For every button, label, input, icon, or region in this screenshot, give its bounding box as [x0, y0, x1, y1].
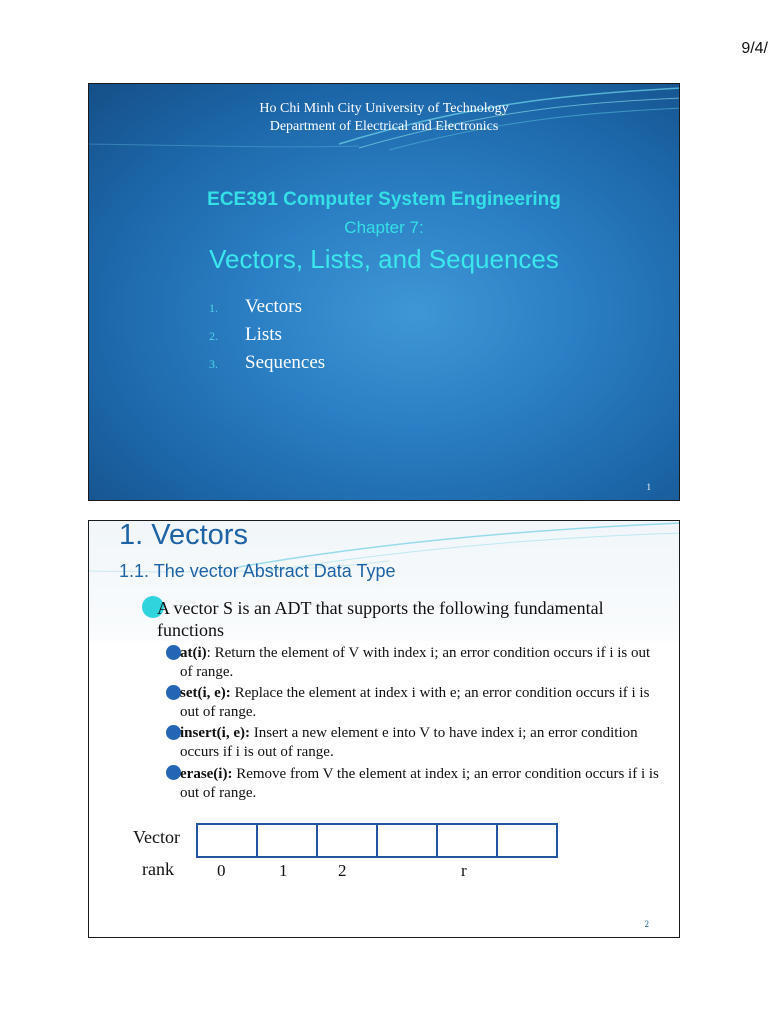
function-item-set [180, 684, 660, 722]
bullet-icon [166, 765, 181, 780]
page-date: 9/4/ [741, 40, 768, 57]
bullet-icon [166, 685, 181, 700]
rank-value: 2 [338, 861, 347, 880]
slide-title: 1. Vectors [119, 520, 248, 551]
rank-label: rank [142, 859, 174, 879]
slide-subtitle: 1.1. The vector Abstract Data Type [119, 561, 396, 581]
topic-item [209, 324, 325, 352]
decorative-swoosh [89, 84, 680, 501]
vector-cell [258, 825, 318, 856]
chapter-label: Chapter 7: [344, 218, 424, 237]
rank-value: 0 [217, 861, 226, 880]
content-slide [88, 520, 680, 938]
topic-item [209, 352, 325, 380]
topic-text: Vectors [245, 296, 302, 317]
slide-page-number: 2 [644, 919, 649, 929]
topic-item [209, 296, 325, 324]
topic-text: Sequences [245, 352, 326, 373]
function-description: Remove from V the element at index i; an error condition occurs if i is out of range. [180, 766, 659, 801]
slide-page-number: 1 [646, 482, 651, 492]
vector-cell [378, 825, 438, 856]
vector-label: Vector [133, 827, 180, 847]
topic-text: Lists [245, 324, 282, 345]
rank-value: 1 [279, 861, 288, 880]
function-name: erase(i): [180, 766, 233, 782]
function-item-erase [180, 765, 660, 803]
function-name: insert(i, e): [180, 725, 250, 741]
function-name: at(i) [180, 645, 207, 661]
topic-number: 2. [209, 329, 218, 343]
function-description: Replace the element at index i with e; an error condition occurs if i is out of range. [180, 685, 650, 720]
chapter-title: Vectors, Lists, and Sequences [209, 244, 559, 274]
function-name: set(i, e): [180, 685, 231, 701]
title-slide [88, 83, 680, 501]
function-item-insert [180, 724, 660, 762]
vector-cell [198, 825, 258, 856]
bullet-icon [166, 645, 181, 660]
vector-diagram [196, 823, 558, 858]
topic-list [209, 296, 325, 380]
main-bullet-text: A vector S is an ADT that supports the following fundamental functions [157, 598, 604, 640]
function-description: : Return the element of V with index i; an error condition occurs if i is out of range. [180, 645, 651, 680]
course-title: ECE391 Computer System Engineering [207, 189, 561, 210]
vector-cell [498, 825, 556, 856]
topic-number: 1. [209, 301, 218, 315]
department-name: Department of Electrical and Electronics [269, 119, 499, 134]
function-description: Insert a new element e into V to have index i; an error condition occurs if i is out of range. [180, 725, 638, 760]
vector-cell [438, 825, 498, 856]
rank-value: r [461, 861, 467, 880]
topic-number: 3. [209, 357, 218, 371]
function-item-at [180, 644, 660, 682]
university-name: Ho Chi Minh City University of Technology [259, 101, 509, 116]
bullet-icon [166, 725, 181, 740]
vector-cell [318, 825, 378, 856]
